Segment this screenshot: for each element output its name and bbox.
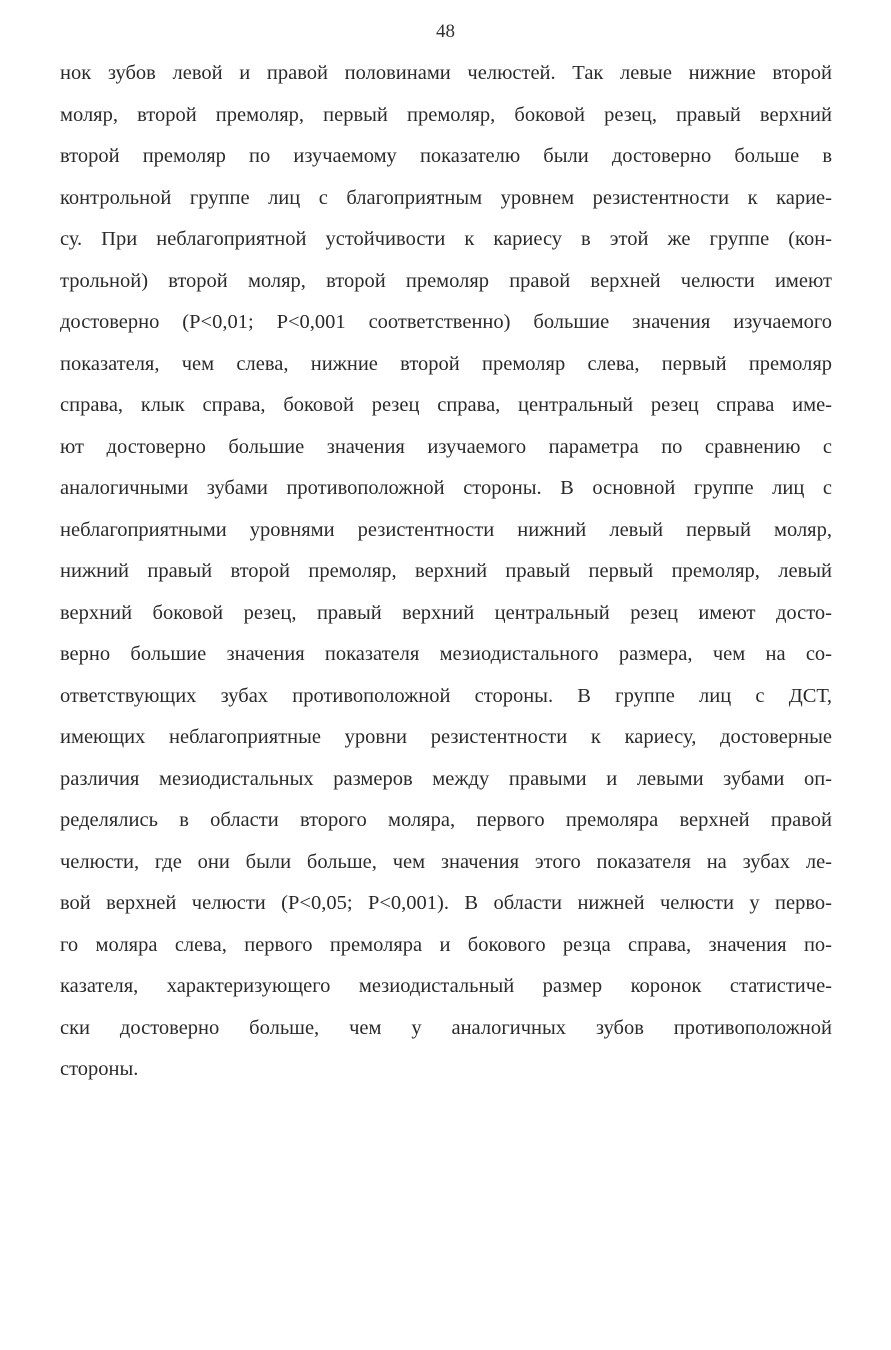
text-line: ют достоверно большие значения изучаемого параметра по сравнению с	[60, 435, 832, 458]
text-line: аналогичными зубами противоположной стороны. В основной группе лиц с	[60, 477, 832, 499]
text-line: ределялись в области второго моляра, первого премоляра верхней правой	[60, 809, 832, 831]
text-line: челюсти, где они были больше, чем значения этого показателя на зубах ле-	[60, 850, 832, 873]
text-line: казателя, характеризующего мезиодистальный размер коронок статистиче-	[60, 975, 832, 997]
text-line: ответствующих зубах противоположной стороны. В группе лиц с ДСТ,	[60, 684, 832, 707]
text-line: трольной) второй моляр, второй премоляр правой верхней челюсти имеют	[60, 269, 832, 292]
text-line: ски достоверно больше, чем у аналогичных зубов противоположной	[60, 1016, 832, 1039]
body-paragraph	[60, 53, 832, 1091]
text-line: контрольной группе лиц с благоприятным уровнем резистентности к карие-	[60, 186, 832, 209]
page-number: 48	[436, 21, 455, 42]
text-line: вой верхней челюсти (P<0,05; P<0,001). В области нижней челюсти у перво-	[60, 892, 832, 914]
text-line: неблагоприятными уровнями резистентности нижний левый первый моляр,	[60, 518, 832, 541]
text-line: верно большие значения показателя мезиодистального размера, чем на со-	[60, 643, 832, 665]
text-line: су. При неблагоприятной устойчивости к кариесу в этой же группе (кон-	[60, 228, 832, 250]
text-line: стороны.	[60, 1058, 139, 1080]
text-line: го моляра слева, первого премоляра и бокового резца справа, значения по-	[60, 933, 832, 956]
text-line: нижний правый второй премоляр, верхний правый первый премоляр, левый	[60, 560, 832, 582]
text-line: нок зубов левой и правой половинами челюстей. Так левые нижние второй	[60, 62, 832, 84]
text-line: верхний боковой резец, правый верхний центральный резец имеют досто-	[60, 601, 832, 624]
text-line: достоверно (P<0,01; P<0,001 соответственно) большие значения изучаемого	[60, 311, 832, 333]
text-line: второй премоляр по изучаемому показателю были достоверно больше в	[60, 145, 832, 167]
text-line: показателя, чем слева, нижние второй премоляр слева, первый премоляр	[60, 352, 832, 375]
text-line: моляр, второй премоляр, первый премоляр, боковой резец, правый верхний	[60, 103, 832, 126]
text-line: имеющих неблагоприятные уровни резистентности к кариесу, достоверные	[60, 726, 832, 748]
text-line: справа, клык справа, боковой резец справа, центральный резец справа име-	[60, 394, 832, 416]
text-line: различия мезиодистальных размеров между правыми и левыми зубами оп-	[60, 767, 832, 790]
